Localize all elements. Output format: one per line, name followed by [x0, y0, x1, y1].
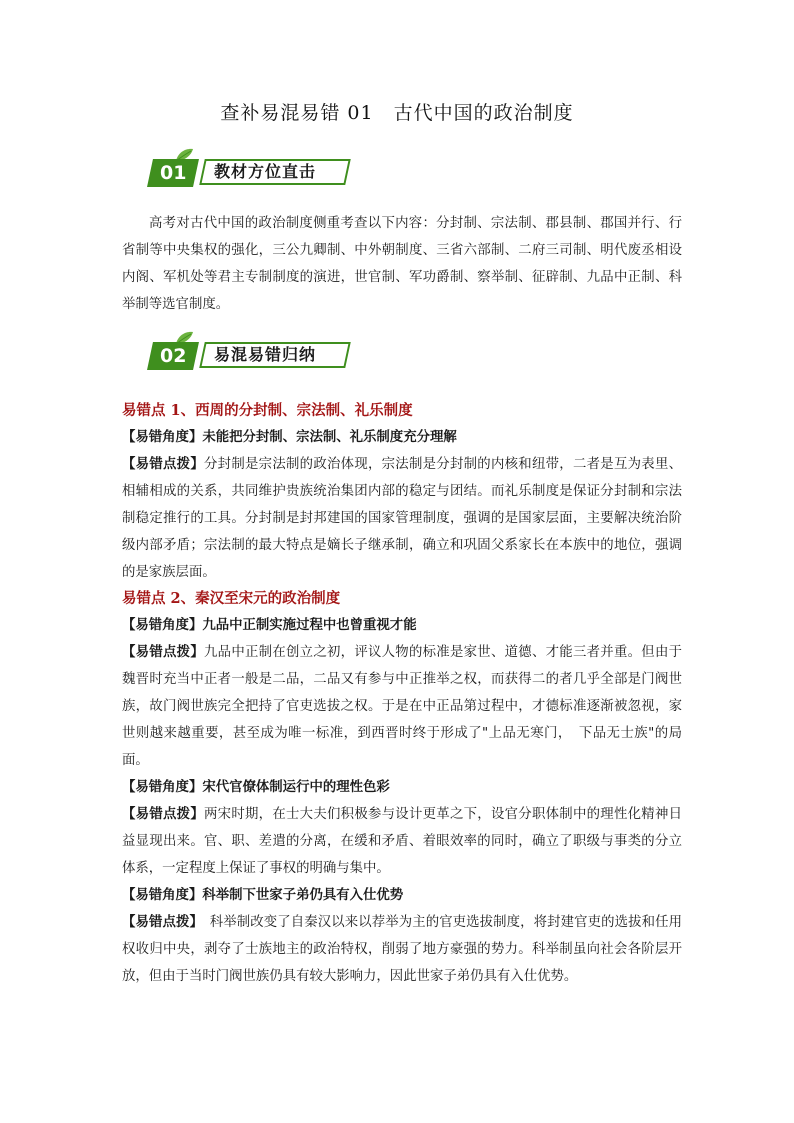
section-title: 易混易错归纳	[214, 345, 317, 364]
section-number-badge: 01	[147, 159, 199, 187]
section-header-02	[150, 337, 360, 373]
error-tip: 【易错点拨】分封制是宗法制的政治体现，宗法制是分封制的内核和纽带，二者是互为表里、相辅相成的关系，共同维护贵族统治集团内部的稳定与团结。而礼乐制度是保证分封制和宗法制稳定推行的工具。分封制是封邦建国的国家管理制度，强调的是国家层面，主要解决统治阶级内部矛盾；宗法制的最大特点是嫡长子继承制，确立和巩固父系家长在本族中的地位，强调的是家族层面。	[122, 457, 683, 580]
error-angle: 【易错角度】未能把分封制、宗法制、礼乐制度充分理解	[122, 430, 457, 445]
error-angle: 【易错角度】宋代官僚体制运行中的理性色彩	[122, 780, 390, 795]
error-tip: 【易错点拨】两宋时期，在士大夫们积极参与设计更革之下，设官分职体制中的理性化精神日益显现出来。官、职、差遣的分离，在缓和矛盾、着眼效率的同时，确立了职级与事类的分立体系，一定程度上保证了事权的明确与集中。	[122, 807, 683, 876]
error-points	[122, 398, 682, 990]
error-point-heading: 易错点 2、秦汉至宋元的政治制度	[122, 590, 341, 607]
page-title: 查补易混易错 01 古代中国的政治制度	[220, 102, 574, 124]
intro-paragraph: 高考对古代中国的政治制度侧重考查以下内容：分封制、宗法制、郡县制、郡国并行、行省制等中央集权的强化，三公九卿制、中外朝制度、三省六部制、二府三司制、明代废丞相设内阁、军机处等君主专制制度的演进，世官制、军功爵制、察举制、征辟制、九品中正制、科举制等选官制度。	[122, 216, 682, 312]
error-angle: 【易错角度】科举制下世家子弟仍具有入仕优势	[122, 888, 404, 903]
error-tip: 【易错点拨】九品中正制在创立之初，评议人物的标准是家世、道德、才能三者并重。但由于魏晋时充当中正者一般是二品，二品又有参与中正推举之权，而获得二的者几乎全部是门阀世族，故门阀世族完全把持了官吏选拔之权。于是在中正品第过程中，才德标准逐渐被忽视，家世则越来越重要，甚至成为唯一标准，到西晋时终于形成了"上品无寒门， 下品无士族"的局面。	[122, 645, 683, 768]
error-tip: 【易错点拨】 科举制改变了自秦汉以来以荐举为主的官吏选拔制度，将封建官吏的选拔和任用权收归中央，剥夺了士族地主的政治特权，削弱了地方豪强的势力。科举制虽向社会各阶层开放，但由于当时门阀世族仍具有较大影响力，因此世家子弟仍具有入仕优势。	[122, 915, 682, 984]
section-header-01	[150, 154, 360, 190]
error-angle: 【易错角度】九品中正制实施过程中也曾重视才能	[122, 618, 417, 633]
error-point-heading: 易错点 1、西周的分封制、宗法制、礼乐制度	[122, 402, 413, 419]
section-number-badge: 02	[147, 342, 199, 370]
section-title: 教材方位直击	[214, 162, 317, 181]
